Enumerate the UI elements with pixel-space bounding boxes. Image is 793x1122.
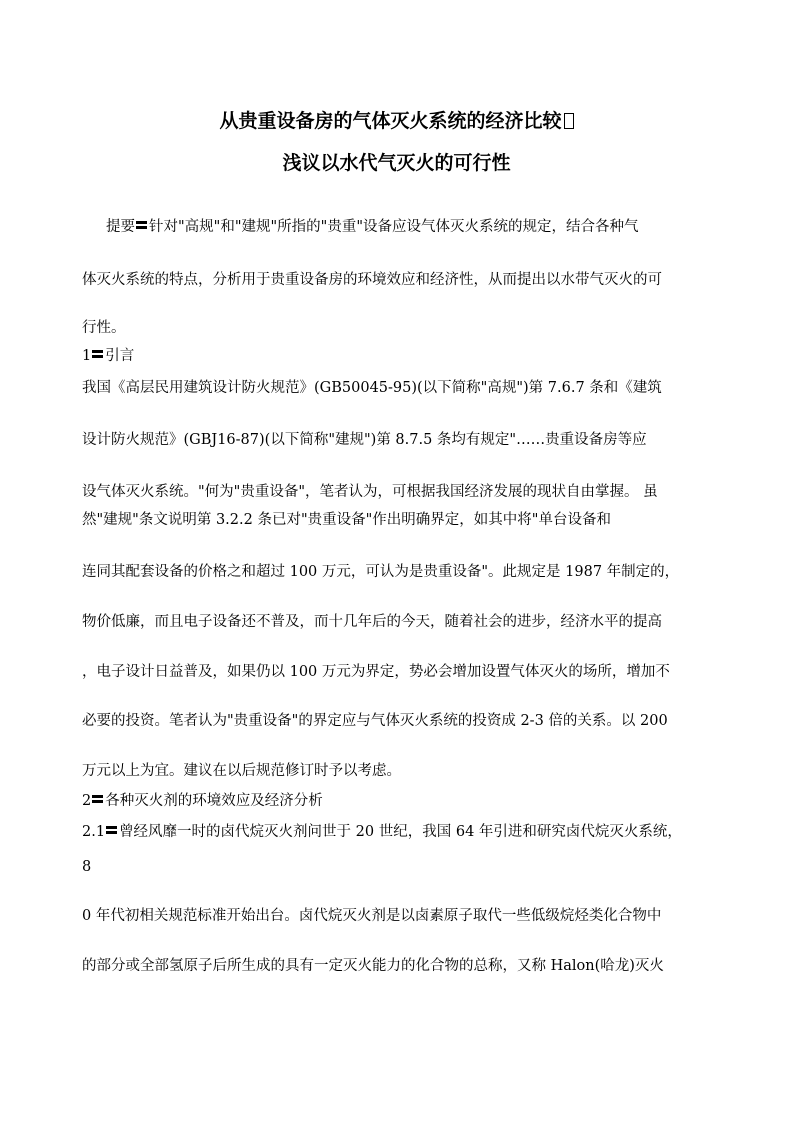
section2-heading xyxy=(82,791,323,811)
section2-title: 各种灭火剂的环境效应及经济分析 xyxy=(105,793,323,809)
body-line: 我国《高层民用建筑设计防火规范》(GB50045-95)(以下简称"高规")第 7.6.7 条和《建筑 xyxy=(82,380,662,396)
subsection-2-1-line xyxy=(82,822,682,842)
abstract-line-1 xyxy=(106,217,639,237)
abstract-label: 提要 xyxy=(106,219,135,235)
body-line: 连同其配套设备的价格之和超过 100 万元，可认为是贵重设备"。此规定是 1987 年制定的， xyxy=(82,564,680,580)
document-title-line2: 浅议以水代气灭火的可行性 xyxy=(282,152,511,174)
section2-number: 2 xyxy=(82,793,92,809)
abstract-text-1: 针对"高规"和"建规"所指的"贵重"设备应设气体灭火系统的规定，结合各种气 xyxy=(149,219,639,235)
body-line: 必要的投资。笔者认为"贵重设备"的界定应与气体灭火系统的投资成 2-3 倍的关系。以 200 xyxy=(82,713,668,729)
missing-glyph-box xyxy=(564,113,574,129)
full-space-mark xyxy=(106,826,117,834)
body-line: 物价低廉，而且电子设备还不普及，而十几年后的今天，随着社会的进步，经济水平的提高 xyxy=(82,614,662,630)
section1-number: 1 xyxy=(82,348,92,364)
full-space-mark xyxy=(136,221,147,229)
subsection-text: 曾经风靡一时的卤代烷灭火剂问世于 20 世纪，我国 64 年引进和研究卤代烷灭火系统， xyxy=(119,824,682,840)
body-line: 的部分或全部氢原子后所生成的具有一定灭火能力的化合物的总称，又称 Halon(哈龙)灭火 xyxy=(82,958,664,974)
body-line: 设计防火规范》(GBJ16-87)(以下简称"建规")第 8.7.5 条均有规定"……贵重设备房等应 xyxy=(82,432,647,448)
section1-title: 引言 xyxy=(105,348,135,364)
body-line: 然"建规"条文说明第 3.2.2 条已对"贵重设备"作出明确界定，如其中将"单台设备和 xyxy=(82,512,611,528)
body-line: ，电子设计日益普及，如果仍以 100 万元为界定，势必会增加设置气体灭火的场所，增加不 xyxy=(82,664,670,680)
body-line: 0 年代初相关规范标准开始出台。卤代烷灭火剂是以卤素原子取代一些低级烷烃类化合物中 xyxy=(82,908,662,924)
body-line: 8 xyxy=(82,859,92,875)
full-space-mark xyxy=(92,795,103,803)
section1-heading xyxy=(82,346,134,366)
body-line: 万元以上为宜。建议在以后规范修订时予以考虑。 xyxy=(82,763,401,779)
full-space-mark xyxy=(92,350,103,358)
title-line1-text: 从贵重设备房的气体灭火系统的经济比较 xyxy=(219,110,562,132)
abstract-line-3: 行性。 xyxy=(82,320,126,336)
subsection-number: 2.1 xyxy=(82,824,106,840)
abstract-line-2: 体灭火系统的特点，分析用于贵重设备房的环境效应和经济性，从而提出以水带气灭火的可 xyxy=(82,272,662,288)
document-title-line1 xyxy=(0,106,793,133)
body-line: 设气体灭火系统。"何为"贵重设备"，笔者认为，可根据我国经济发展的现状自由掌握。 虽 xyxy=(82,484,658,500)
